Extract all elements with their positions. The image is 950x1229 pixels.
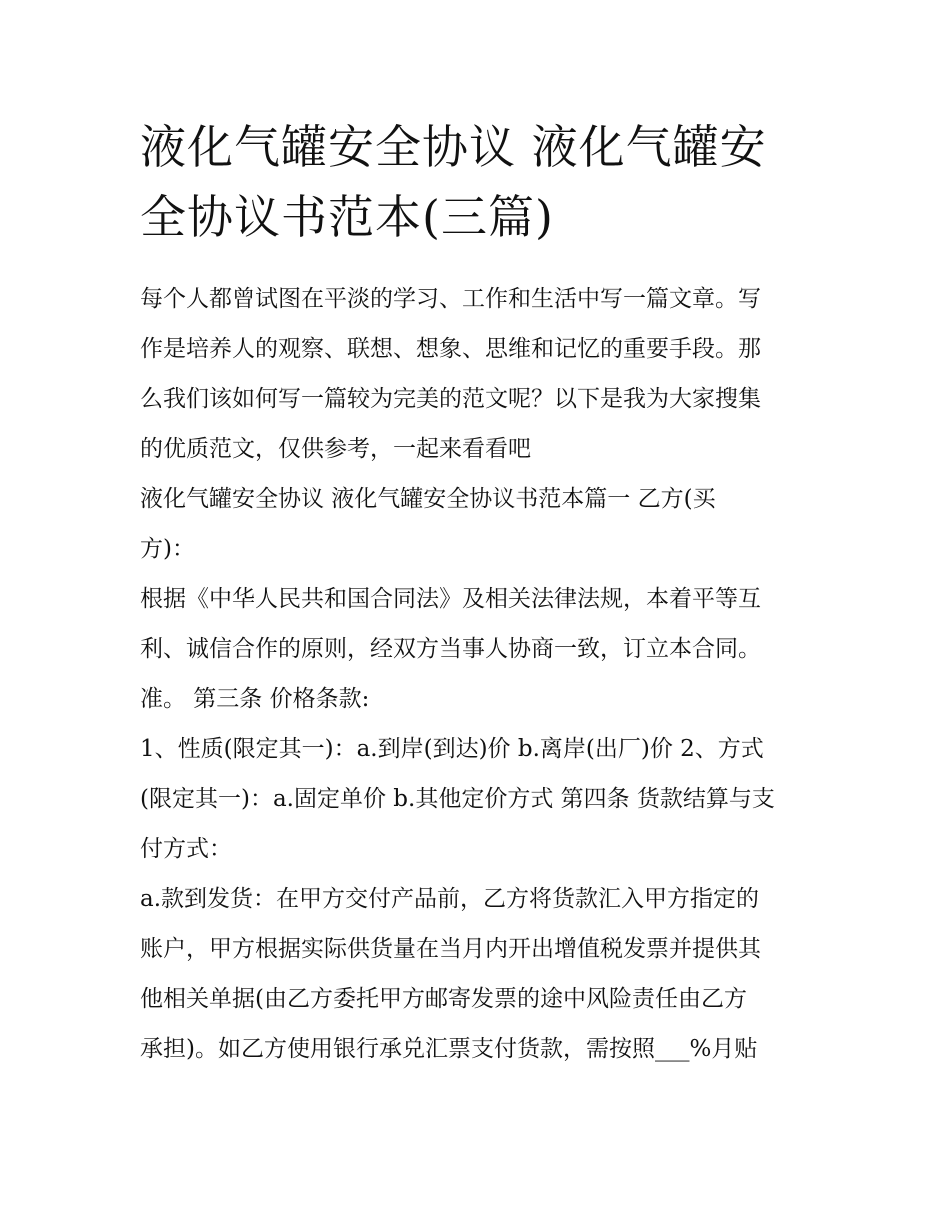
- payment-terms-paragraph: a.款到发货：在甲方交付产品前，乙方将货款汇入甲方指定的 账户，甲方根据实际供货量在当月内开出增值税发票并提供其 他相关单据(由乙方委托甲方邮寄发票的途中风险责任由乙方 承担)。如乙方使用银行承兑汇票支付货款，需按照___%月贴: [140, 886, 761, 1062]
- section-heading-paragraph: 液化气罐安全协议 液化气罐安全协议书范本篇一 乙方(买 方)：: [140, 486, 716, 562]
- document-body: [140, 274, 820, 1074]
- document-title: 液化气罐安全协议 液化气罐安 全协议书范本(三篇): [140, 120, 767, 244]
- pricing-terms-paragraph: 1、性质(限定其一)：a.到岸(到达)价 b.离岸(出厂)价 2、方式 (限定其一)：a.固定单价 b.其他定价方式 第四条 货款结算与支 付方式：: [140, 736, 775, 862]
- intro-paragraph: 每个人都曾试图在平淡的学习、工作和生活中写一篇文章。写 作是培养人的观察、联想、想象、思维和记忆的重要手段。那 么我们该如何写一篇较为完美的范文呢？以下是我为大家搜集 的优质范文，仅供参考，一起来看看吧: [140, 286, 761, 462]
- contract-basis-paragraph: 根据《中华人民共和国合同法》及相关法律法规，本着平等互 利、诚信合作的原则，经双方当事人协商一致，订立本合同。 准。 第三条 价格条款:: [140, 586, 761, 712]
- document-page: [140, 112, 820, 1074]
